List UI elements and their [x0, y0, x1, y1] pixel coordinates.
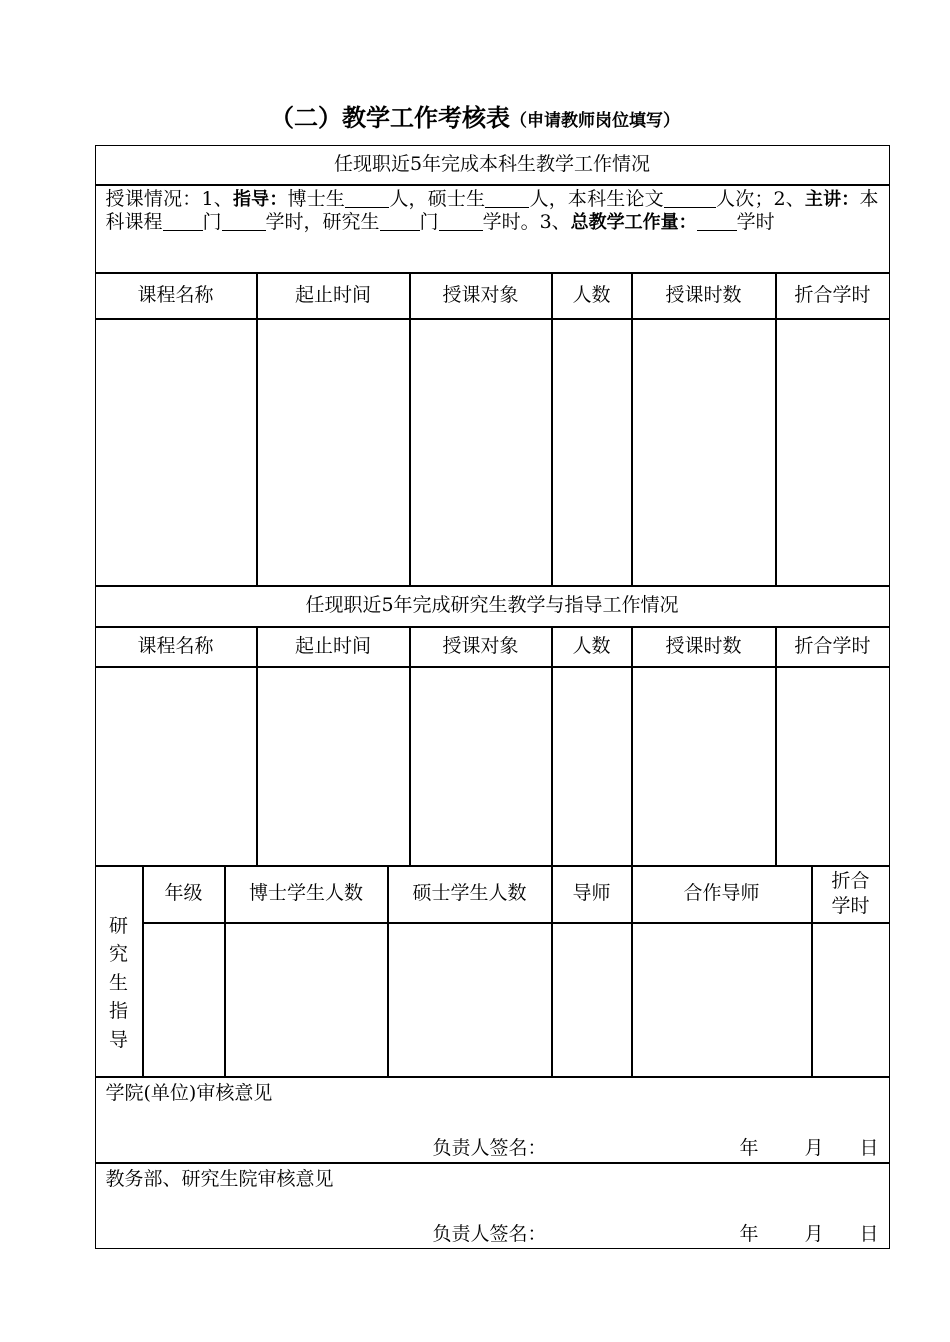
side-label-char: 究: [108, 943, 128, 966]
ug-cell-hours[interactable]: [632, 319, 776, 586]
ug-cell-credit-hours[interactable]: [776, 319, 890, 586]
grad-cell-count[interactable]: [552, 667, 632, 866]
title-main: （二）教学工作考核表: [270, 104, 510, 132]
grad-col-course-name: 课程名称: [95, 627, 257, 667]
supervision-side-label: [95, 866, 143, 1077]
college-review-heading: 学院(单位)审核意见: [105, 1081, 273, 1104]
total-workload-blank[interactable]: [697, 211, 737, 231]
summary-text: 人次；2、: [715, 187, 805, 210]
summary-text: 本科课程: [105, 187, 879, 234]
ug-col-course-name: 课程名称: [95, 273, 257, 319]
summary-text: 学时，研究生: [265, 211, 380, 234]
grad-col-count: 人数: [552, 627, 632, 667]
ug-hours-blank[interactable]: [222, 211, 266, 231]
ug-col-credit-hours: 折合学时: [776, 273, 890, 319]
page-title: [0, 98, 950, 133]
summary-text: 学时。3、: [482, 211, 571, 234]
sup-cell-co-advisor[interactable]: [632, 923, 812, 1077]
sup-col-advisor: 导师: [552, 866, 632, 923]
sup-col-phd-count: 博士学生人数: [225, 866, 388, 923]
ug-cell-course-name[interactable]: [95, 319, 257, 586]
grad-hours-blank[interactable]: [439, 211, 483, 231]
assessment-table: [95, 145, 890, 1249]
ug-cell-count[interactable]: [552, 319, 632, 586]
college-review[interactable]: [95, 1077, 890, 1163]
teaching-summary: [95, 185, 890, 273]
sup-col-master-count: 硕士学生人数: [388, 866, 552, 923]
summary-text: 博士生: [287, 187, 346, 210]
phd-count-blank[interactable]: [345, 188, 389, 208]
college-year-label: 年: [739, 1136, 759, 1159]
college-day-label: 日: [859, 1136, 879, 1159]
master-count-blank[interactable]: [485, 188, 529, 208]
summary-text: 学时: [736, 211, 775, 234]
title-sub: （申请教师岗位填写）: [510, 111, 680, 131]
grad-col-audience: 授课对象: [410, 627, 552, 667]
academic-year-label: 年: [739, 1222, 759, 1245]
academic-day-label: 日: [859, 1222, 879, 1245]
grad-cell-hours[interactable]: [632, 667, 776, 866]
grad-cell-audience[interactable]: [410, 667, 552, 866]
side-label-char: 导: [108, 1028, 128, 1051]
grad-heading: 任现职近5年完成研究生教学与指导工作情况: [95, 586, 890, 627]
ug-cell-period[interactable]: [257, 319, 410, 586]
ug-col-audience: 授课对象: [410, 273, 552, 319]
thesis-count-blank[interactable]: [664, 188, 716, 208]
undergrad-heading: 任现职近5年完成本科生教学工作情况: [95, 145, 890, 185]
grad-col-hours: 授课时数: [632, 627, 776, 667]
summary-bold: 主讲：: [804, 188, 860, 210]
side-label-char: 研: [108, 914, 128, 937]
summary-text: 门: [202, 211, 222, 234]
summary-bold: 指导：: [232, 188, 288, 210]
ug-course-count-blank[interactable]: [163, 211, 203, 231]
grad-col-period: 起止时间: [257, 627, 410, 667]
academic-review-heading: 教务部、研究生院审核意见: [105, 1167, 334, 1190]
sup-cell-phd-count[interactable]: [225, 923, 388, 1077]
side-label-char: 生: [108, 971, 128, 994]
grad-col-credit-hours: 折合学时: [776, 627, 890, 667]
grad-cell-period[interactable]: [257, 667, 410, 866]
ug-col-hours: 授课时数: [632, 273, 776, 319]
summary-text: 人，硕士生: [389, 187, 486, 210]
grad-cell-course-name[interactable]: [95, 667, 257, 866]
sup-cell-grade[interactable]: [143, 923, 225, 1077]
summary-bold: 总教学工作量：: [570, 212, 697, 234]
academic-signature-label: 负责人签名：: [432, 1222, 547, 1245]
ug-col-period: 起止时间: [257, 273, 410, 319]
college-signature-label: 负责人签名：: [432, 1136, 547, 1159]
side-label-char: 指: [108, 1000, 128, 1023]
summary-text: 门: [419, 211, 439, 234]
sup-cell-advisor[interactable]: [552, 923, 632, 1077]
academic-affairs-review[interactable]: [95, 1163, 890, 1249]
sup-col-grade: 年级: [143, 866, 225, 923]
sup-col-co-advisor: 合作导师: [632, 866, 812, 923]
sup-col-credit-hours: [812, 866, 890, 923]
summary-text: 人，本科生论文: [529, 187, 664, 210]
summary-text: 授课情况：1、: [105, 187, 233, 210]
academic-month-label: 月: [804, 1222, 824, 1245]
sup-cell-credit-hours[interactable]: [812, 923, 890, 1077]
sup-cell-master-count[interactable]: [388, 923, 552, 1077]
sup-col-credit-line: 折合: [831, 870, 870, 893]
sup-col-credit-line: 学时: [831, 895, 870, 917]
grad-cell-credit-hours[interactable]: [776, 667, 890, 866]
grad-course-count-blank[interactable]: [380, 211, 420, 231]
ug-col-count: 人数: [552, 273, 632, 319]
ug-cell-audience[interactable]: [410, 319, 552, 586]
college-month-label: 月: [804, 1136, 824, 1159]
